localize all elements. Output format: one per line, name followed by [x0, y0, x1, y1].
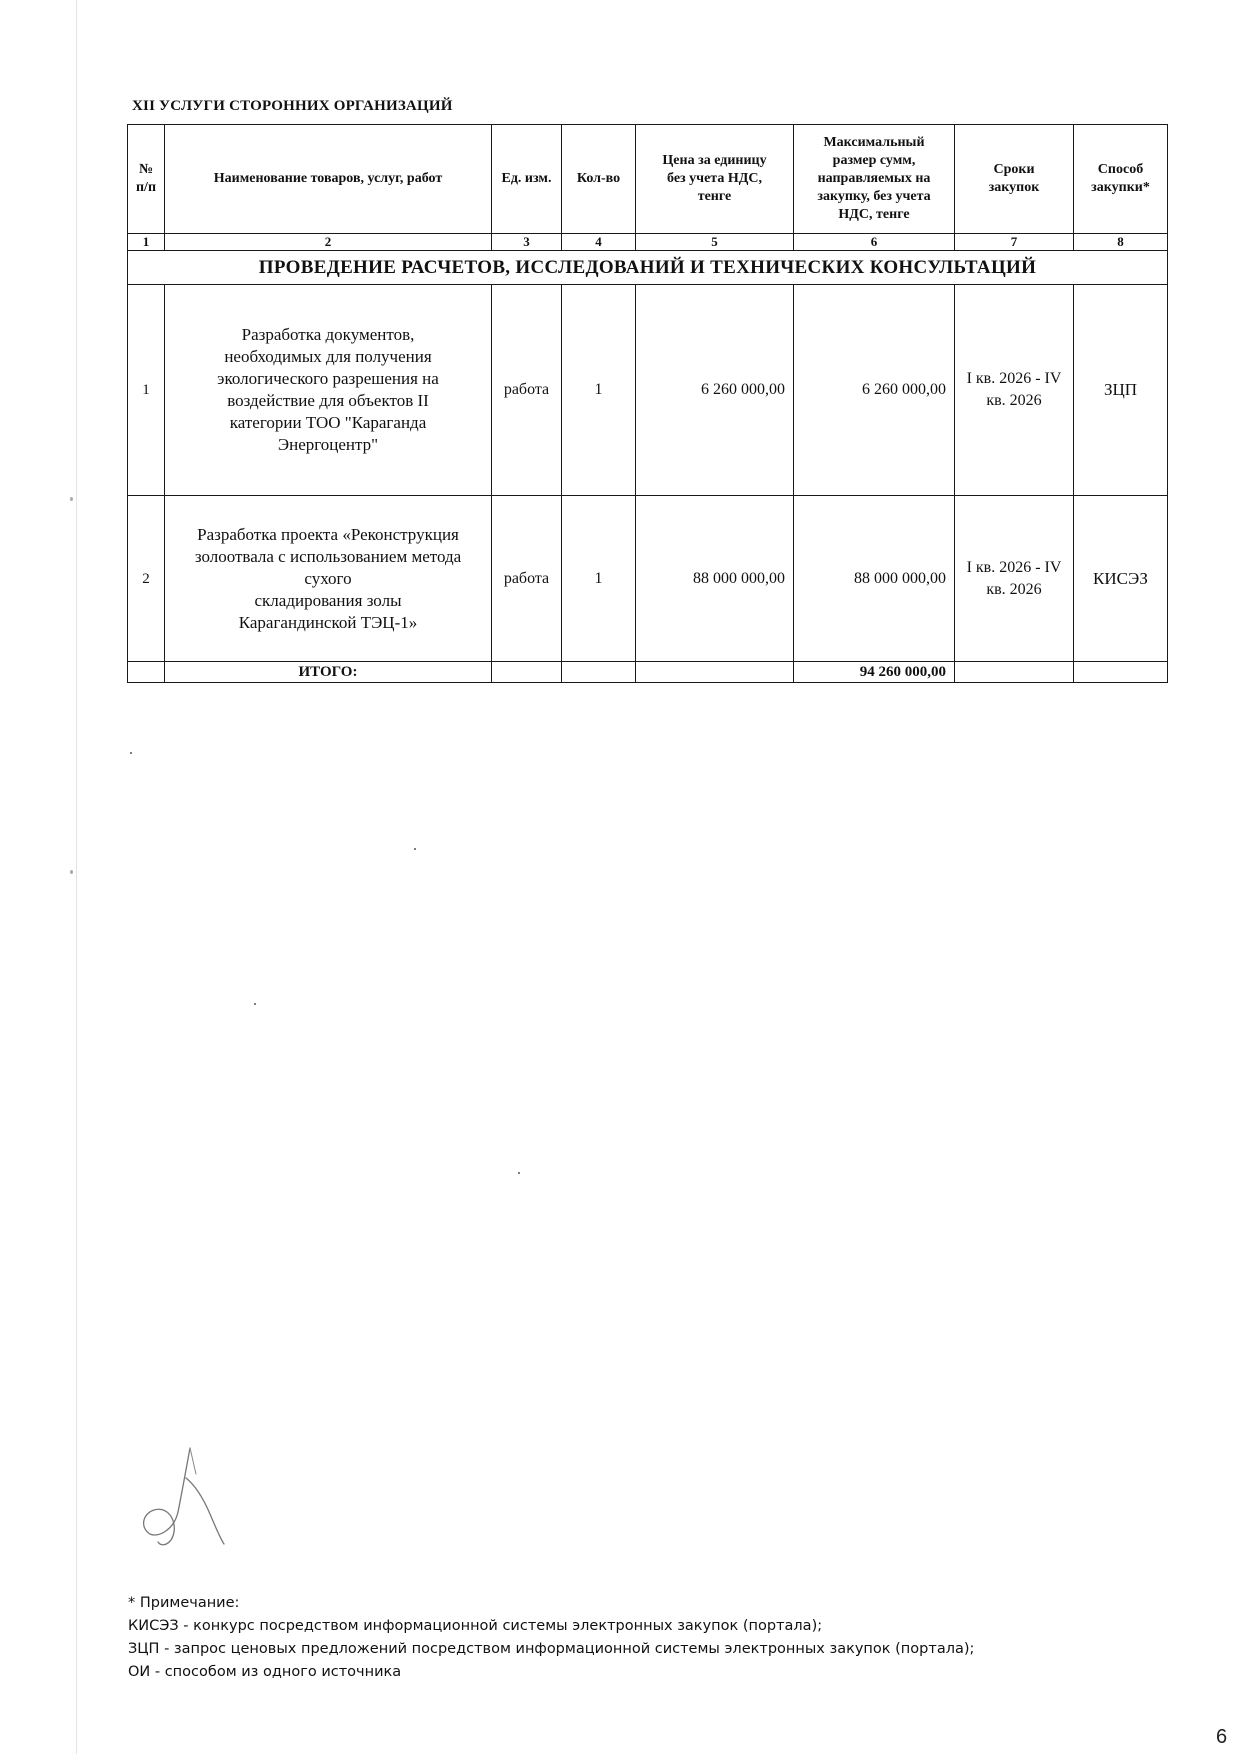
- column-number: 8: [1074, 234, 1168, 251]
- page-number-mark: 6: [1216, 1726, 1228, 1748]
- table-row: [128, 285, 1168, 496]
- footnote-line: ОИ - способом из одного источника: [128, 1664, 402, 1680]
- section-title: XII УСЛУГИ СТОРОННИХ ОРГАНИЗАЦИЙ: [132, 98, 453, 114]
- total-empty-cell: [1074, 662, 1168, 683]
- scan-speck: [130, 752, 132, 754]
- category-title: ПРОВЕДЕНИЕ РАСЧЕТОВ, ИССЛЕДОВАНИЙ И ТЕХНИЧЕСКИХ КОНСУЛЬТАЦИЙ: [128, 251, 1168, 285]
- total-empty-cell: [128, 662, 165, 683]
- handwritten-signature: [128, 1440, 238, 1560]
- column-number: 2: [165, 234, 492, 251]
- row-number: 2: [128, 496, 165, 662]
- total-empty-cell: [492, 662, 562, 683]
- header-cell-no: № п/п: [128, 125, 165, 234]
- item-method: КИСЭЗ: [1074, 496, 1168, 662]
- procurement-table: [127, 124, 1168, 683]
- scan-speck: [70, 870, 73, 874]
- item-price: 88 000 000,00: [636, 496, 794, 662]
- column-number: 5: [636, 234, 794, 251]
- total-empty-cell: [562, 662, 636, 683]
- item-max-sum: 88 000 000,00: [794, 496, 955, 662]
- header-cell-term: Сроки закупок: [955, 125, 1074, 234]
- column-number: 3: [492, 234, 562, 251]
- item-max-sum: 6 260 000,00: [794, 285, 955, 496]
- header-cell-max-sum: Максимальный размер сумм, направляемых на закупку, без учета НДС, тенге: [794, 125, 955, 234]
- scan-page-edge: [76, 0, 77, 1754]
- scan-speck: [518, 1172, 520, 1174]
- column-number-row: [128, 234, 1168, 251]
- row-number: 1: [128, 285, 165, 496]
- total-row: [128, 662, 1168, 683]
- item-name: Разработка проекта «Реконструкция золоотвала с использованием метода сухого складирования золы Карагандинской ТЭЦ-1»: [165, 496, 492, 662]
- table-row: [128, 496, 1168, 662]
- header-cell-unit: Ед. изм.: [492, 125, 562, 234]
- item-term: I кв. 2026 - IV кв. 2026: [955, 285, 1074, 496]
- total-sum: 94 260 000,00: [794, 662, 955, 683]
- table-header-row: [128, 125, 1168, 234]
- column-number: 6: [794, 234, 955, 251]
- item-term: I кв. 2026 - IV кв. 2026: [955, 496, 1074, 662]
- scan-speck: [254, 1003, 256, 1005]
- footnote-line: КИСЭЗ - конкурс посредством информационной системы электронных закупок (портала);: [128, 1618, 823, 1634]
- footnote-line: ЗЦП - запрос ценовых предложений посредством информационной системы электронных закупок (портала);: [128, 1641, 975, 1657]
- category-row: [128, 251, 1168, 285]
- total-empty-cell: [636, 662, 794, 683]
- item-name: Разработка документов, необходимых для получения экологического разрешения на воздействие для объектов II категории ТОО "Караганда Энергоцентр": [165, 285, 492, 496]
- item-qty: 1: [562, 285, 636, 496]
- header-cell-name: Наименование товаров, услуг, работ: [165, 125, 492, 234]
- column-number: 7: [955, 234, 1074, 251]
- header-cell-qty: Кол-во: [562, 125, 636, 234]
- item-method: ЗЦП: [1074, 285, 1168, 496]
- item-unit: работа: [492, 496, 562, 662]
- footnote: [128, 1592, 974, 1684]
- item-unit: работа: [492, 285, 562, 496]
- total-empty-cell: [955, 662, 1074, 683]
- item-qty: 1: [562, 496, 636, 662]
- header-cell-method: Способ закупки*: [1074, 125, 1168, 234]
- column-number: 4: [562, 234, 636, 251]
- total-label: ИТОГО:: [165, 662, 492, 683]
- footnote-title: * Примечание:: [128, 1595, 240, 1611]
- item-price: 6 260 000,00: [636, 285, 794, 496]
- scan-speck: [70, 497, 73, 501]
- column-number: 1: [128, 234, 165, 251]
- header-cell-price: Цена за единицу без учета НДС, тенге: [636, 125, 794, 234]
- scan-speck: [414, 848, 416, 850]
